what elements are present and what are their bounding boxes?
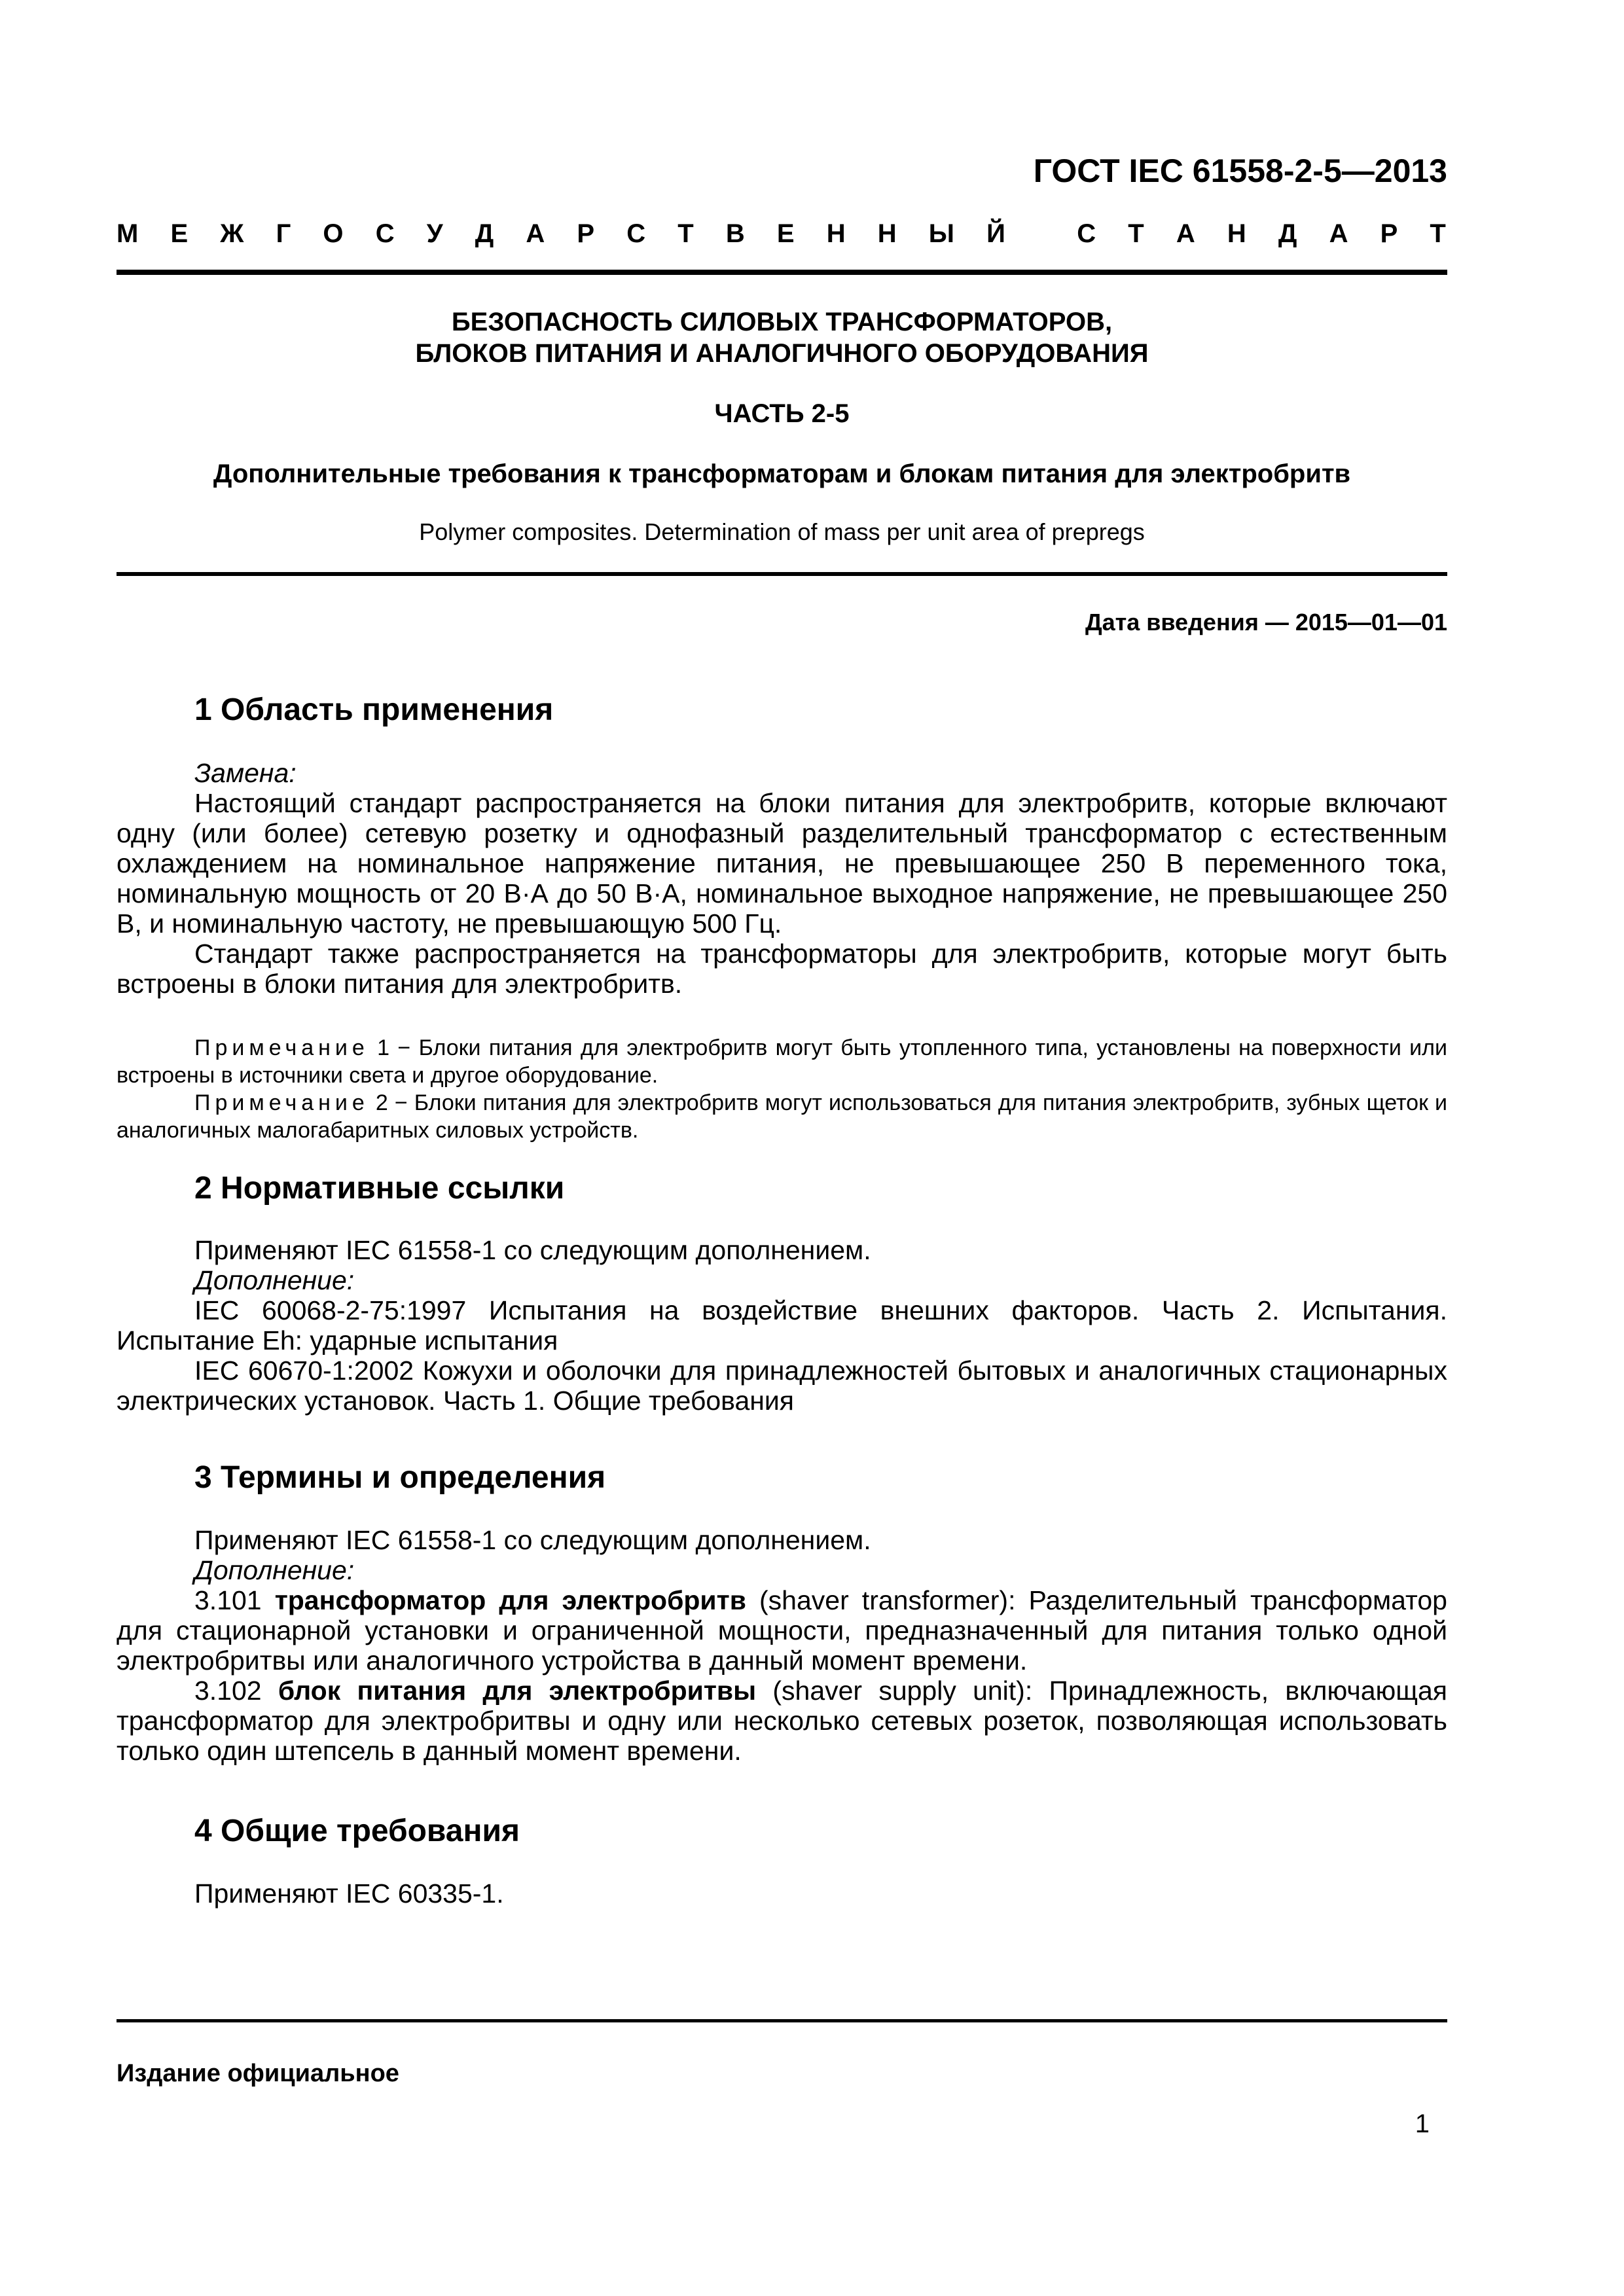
note-1 [117, 1034, 1447, 1089]
banner-letter: Т [1430, 219, 1446, 248]
term-number: 3.101 [194, 1585, 275, 1615]
banner-spacer [1038, 219, 1045, 249]
banner-letter: С [626, 219, 646, 248]
title-line-2: БЛОКОВ ПИТАНИЯ И АНАЛОГИЧНОГО ОБОРУДОВАНИЯ [415, 339, 1149, 368]
banner-letter: А [1176, 219, 1195, 248]
section-3-heading: 3 Термины и определения [194, 1460, 606, 1495]
english-title: Polymer composites. Determination of mass per unit area of prepregs [419, 518, 1145, 545]
part-label: ЧАСТЬ 2-5 [714, 399, 850, 428]
addition-label: Дополнение: [194, 1265, 355, 1295]
addition-label: Дополнение: [194, 1555, 355, 1585]
section-1-body [117, 758, 1447, 999]
term-definition: (shaver supply unit): Принадлежность, включающая трансформатор для электробритвы и одну или несколько сетевых розеток, позволяющая использовать только один штепсель в данный момент времени. [117, 1676, 1447, 1766]
reference-iec-60670: IEC 60670-1:2002 Кожухи и оболочки для принадлежностей бытовых и аналогичных стационарных электрических установок. Часть 1. Общие требования [117, 1355, 1447, 1416]
reference-iec-60068: IEC 60068-2-75:1997 Испытания на воздействие внешних факторов. Часть 2. Испытания. Испытание Eh: ударные испытания [117, 1295, 1447, 1355]
section-2-body [117, 1235, 1447, 1416]
banner-letter: Н [826, 219, 846, 248]
term-3-102 [117, 1676, 1447, 1766]
banner-letter: У [426, 219, 443, 248]
term-name: блок питания для электробритвы [278, 1676, 757, 1706]
banner-letter: Ж [220, 219, 244, 248]
interstate-standard-banner [117, 219, 1446, 249]
banner-letter: Г [276, 219, 291, 248]
banner-letter: Т [1128, 219, 1144, 248]
section-4-heading: 4 Общие требования [194, 1814, 520, 1848]
note-2 [117, 1089, 1447, 1144]
section-4-paragraph-1: Применяют IEC 60335-1. [194, 1878, 504, 1909]
note-word: Примечание [194, 1035, 369, 1060]
banner-letter: С [375, 219, 395, 248]
banner-letter: А [526, 219, 545, 248]
official-edition-label: Издание официальное [117, 2060, 399, 2087]
banner-letter: О [323, 219, 344, 248]
section-2-paragraph-1: Применяют IEC 61558-1 со следующим дополнением. [194, 1235, 871, 1265]
banner-letter: Ы [928, 219, 954, 248]
banner-letter: Д [1278, 219, 1297, 248]
note-1-text: 1 − Блоки питания для электробритв могут быть утопленного типа, установлены на поверхности или встроены в источники света и другое оборудование. [117, 1035, 1447, 1088]
section-3-body [117, 1525, 1447, 1766]
section-4-body [117, 1878, 1447, 1909]
section-1-heading: 1 Область применения [194, 692, 554, 727]
footer-rule [117, 2019, 1447, 2022]
banner-letter: Р [577, 219, 595, 248]
banner-letter: Й [986, 219, 1005, 248]
banner-letter: С [1077, 219, 1096, 248]
introduction-date: Дата введения — 2015—01—01 [1085, 609, 1447, 636]
banner-letter: А [1329, 219, 1348, 248]
section-3-paragraph-1: Применяют IEC 61558-1 со следующим дополнением. [194, 1525, 871, 1555]
section-1-paragraph-2: Стандарт также распространяется на трансформаторы для электробритв, которые могут быть встроены в блоки питания для электробритв. [117, 939, 1447, 999]
banner-letter: Д [475, 219, 494, 248]
term-definition: (shaver transformer): Разделительный трансформатор для стационарной установки и ограниченной мощности, предназначенный для питания только одной электробритвы или аналогичного устройства в данный момент времени. [117, 1585, 1447, 1676]
term-3-101 [117, 1585, 1447, 1676]
banner-letter: Т [677, 219, 694, 248]
banner-letter: М [117, 219, 139, 248]
title-rule [117, 572, 1447, 576]
replacement-label: Замена: [194, 758, 297, 788]
section-1-paragraph-1: Настоящий стандарт распространяется на блоки питания для электробритв, которые включают одну (или более) сетевую розетку и однофазный разделительный трансформатор с естественным охлаждением на номинальное напряжение питания, не превышающее 250 В переменного тока, номинальную мощность от 20 В·А до 50 В·А, номинальное выходное напряжение, не превышающее 250 В, и номинальную частоту, не превышающую 500 Гц. [117, 788, 1447, 939]
document-number: ГОСТ IEC 61558-2-5—2013 [1033, 152, 1447, 189]
note-2-text: 2 − Блоки питания для электробритв могут использоваться для питания электробритв, зубных щеток и аналогичных малогабаритных силовых устройств. [117, 1090, 1447, 1143]
banner-letter: Е [776, 219, 795, 248]
banner-letter: Н [1227, 219, 1246, 248]
section-1-notes [117, 1034, 1447, 1144]
section-2-heading: 2 Нормативные ссылки [194, 1171, 565, 1206]
banner-letter: Е [170, 219, 189, 248]
banner-letter: В [725, 219, 745, 248]
page-number: 1 [1415, 2109, 1430, 2138]
note-word: Примечание [194, 1090, 369, 1115]
banner-letter: Н [877, 219, 897, 248]
title-line-1: БЕЗОПАСНОСТЬ СИЛОВЫХ ТРАНСФОРМАТОРОВ, [451, 308, 1113, 336]
term-number: 3.102 [194, 1676, 278, 1706]
header-rule [117, 270, 1447, 275]
document-subtitle: Дополнительные требования к трансформаторам и блокам питания для электробритв [213, 459, 1351, 488]
banner-letter: Р [1380, 219, 1398, 248]
term-name: трансформатор для электробритв [274, 1585, 746, 1615]
